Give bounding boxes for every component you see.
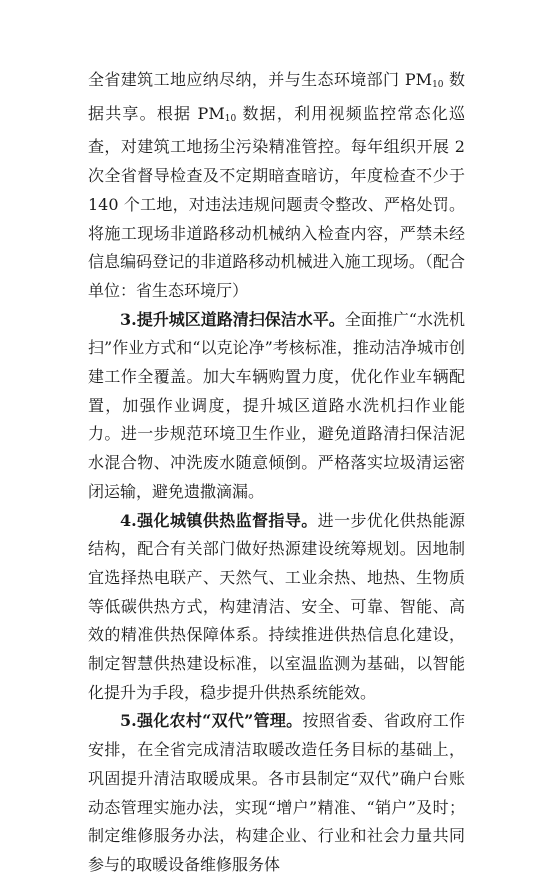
text-segment: 全省建筑工地应纳尽纳，并与生态环境部门 PM	[88, 70, 433, 89]
section-heading: 4.强化城镇供热监督指导。	[120, 510, 318, 530]
paragraph-text: 按照省委、省政府工作安排，在全省完成清洁取暖改造任务目标的基础上，巩固提升清洁取暖成果。各市县制定“双代”确户台账动态管理实施办法，实现“增户”精准、“销户”及时；制定维修服务办法，构建企业、行业和社会力量共同参与的取暖设备维修服务体	[88, 711, 465, 874]
paragraph-heating-supervision	[88, 507, 465, 708]
text-segment: 数据共享。根据 PM	[88, 70, 465, 123]
paragraph-text: 进一步优化供热能源结构，配合有关部门做好热源建设统筹规划。因地制宜选择热电联产、天然气、工业余热、地热、生物质等低碳供热方式，构建清洁、安全、可靠、智能、高效的精准供热保障体系。持续推进供热信息化建设，制定智慧供热建设标准，以室温监测为基础，以智能化提升为手段，稳步提升供热系统能效。	[88, 510, 465, 702]
section-heading: 3.提升城区道路清扫保洁水平。	[120, 309, 345, 329]
paragraph-road-cleaning	[88, 306, 465, 507]
text-segment: 数据，利用视频监控常态化巡查，对建筑工地扬尘污染精准管控。每年组织开展 2 次全省督导检查及不定期暗查暗访，年度检查不少于 140 个工地，对违法违规问题责令整改、严格处罚。将施工现场非道路移动机械纳入检查内容，严禁未经信息编码登记的非道路移动机械进入施工现场。（配合单位：省生态环境厅）	[88, 103, 465, 300]
paragraph-text: 全面推广“水洗机扫”作业方式和“以克论净”考核标准，推动洁净城市创建工作全覆盖。加大车辆购置力度，优化作业车辆配置，加强作业调度，提升城区道路水洗机扫作业能力。进一步规范环境卫生作业，避免道路清扫保洁泥水混合物、冲洗废水随意倾倒。严格落实垃圾清运密闭运输，避免遗撒滴漏。	[88, 309, 465, 501]
paragraph-construction-dust	[88, 66, 465, 306]
subscript-10: 10	[224, 113, 237, 124]
paragraph-rural-heating	[88, 707, 465, 879]
section-heading: 5.强化农村“双代”管理。	[120, 711, 303, 731]
subscript-10: 10	[432, 80, 444, 90]
document-body	[88, 66, 465, 880]
